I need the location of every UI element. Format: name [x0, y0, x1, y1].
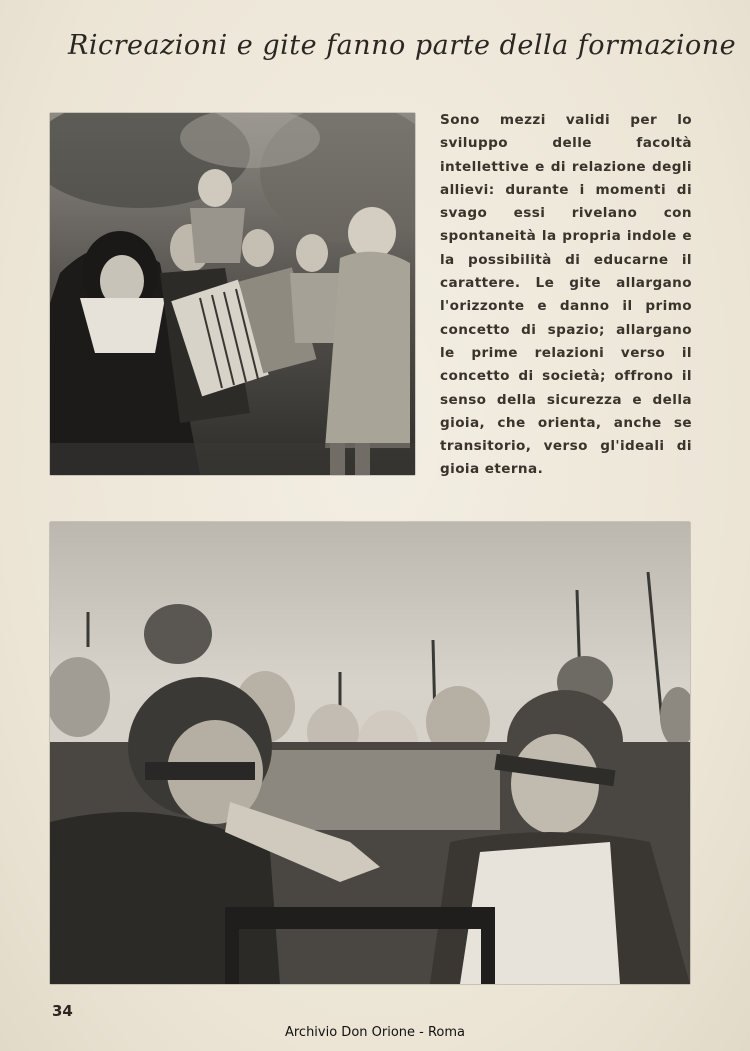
- photo-nun-accordion-icon: [50, 113, 415, 475]
- photo-blindfolded-game-icon: [50, 522, 690, 984]
- caption-text: Sono mezzi validi per lo sviluppo delle facoltà intellettive e di relazione degli allievi: durante i momenti di svago essi rivelano con spontaneità la propria indole e la possibilità di educarne il carattere. Le gite allargano l'orizzonte e danno il primo concetto di spazio; allargano le prime relazioni verso il concetto di società; offrono il senso della sicurezza e della gioia, che orienta, anche se transitorio, verso gl'ideali di gioia eterna.: [440, 112, 692, 478]
- archive-credit: Archivio Don Orione - Roma: [284, 1025, 466, 1040]
- page-number: 34: [52, 1002, 73, 1020]
- photo-top: [50, 113, 415, 475]
- photo-bottom: [50, 522, 690, 984]
- page-title: Ricreazioni e gite fanno parte della formazione: [68, 30, 737, 61]
